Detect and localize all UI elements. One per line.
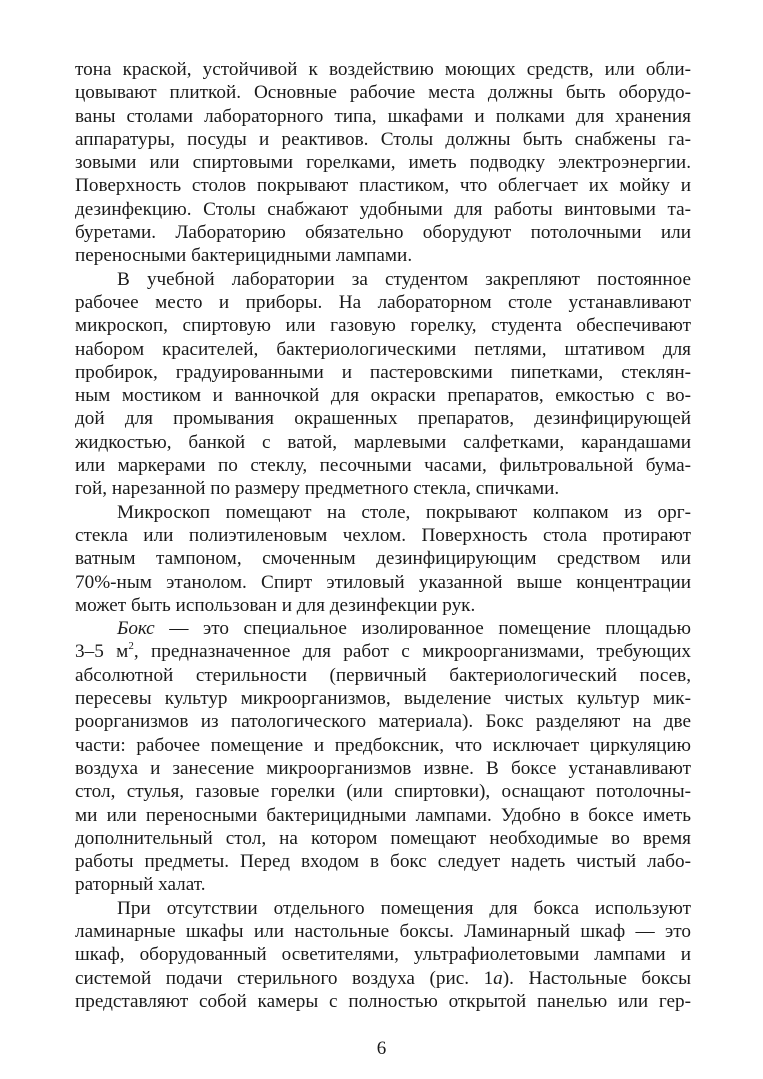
text-line: части: рабочее помещение и предбоксник, что исключает циркуляцию bbox=[75, 734, 691, 756]
text-line: пересевы культур микроорганизмов, выделение чистых культур мик- bbox=[75, 688, 691, 710]
text-segment: , предназначенное для работ с микроорганизмами, требующих bbox=[133, 641, 691, 663]
text-line bbox=[75, 617, 691, 640]
text-line: или маркерами по стеклу, песочными часами, фильтровальной бума- bbox=[75, 455, 691, 477]
paragraph bbox=[75, 58, 691, 268]
text-line bbox=[75, 967, 691, 990]
text-line: роорганизмов из патологического материала). Бокс разделяют на две bbox=[75, 711, 691, 733]
text-line: жидкостью, банкой с ватой, марлевыми салфетками, карандашами bbox=[75, 431, 691, 453]
text-line: тона краской, устойчивой к воздействию моющих средств, или обли- bbox=[75, 59, 691, 80]
text-line: Поверхность столов покрывают пластиком, что облегчает их мойку и bbox=[75, 175, 691, 197]
text-line: ным мостиком и ванночкой для окраски препаратов, емкостью с во- bbox=[75, 385, 691, 407]
text-line: В учебной лаборатории за студентом закрепляют постоянное bbox=[117, 268, 691, 290]
paragraph bbox=[75, 617, 691, 897]
text-line: ватным тампоном, смоченным дезинфицирующим средством или bbox=[75, 548, 691, 570]
italic-text: Бокс bbox=[117, 618, 155, 640]
text-line: может быть использован и для дезинфекции рук. bbox=[75, 594, 476, 616]
text-line: переносными бактерицидными лампами. bbox=[75, 245, 413, 267]
text-line: дой для промывания окрашенных препаратов, дезинфицирующей bbox=[75, 408, 691, 430]
text-line: Микроскоп помещают на столе, покрывают колпаком из орг- bbox=[117, 501, 691, 523]
paragraph bbox=[75, 501, 691, 617]
text-segment: системой подачи стерильного воздуха (рис. 1 bbox=[75, 967, 494, 989]
text-line: дезинфекцию. Столы снабжают удобными для работы винтовыми та- bbox=[75, 198, 691, 220]
text-line: абсолютной стерильности (первичный бактериологический посев, bbox=[75, 664, 691, 686]
text-line: дополнительный стол, на котором помещают необходимые во время bbox=[75, 827, 691, 849]
text-line: работы предметы. Перед входом в бокс следует надеть чистый лабо- bbox=[75, 851, 691, 873]
text-line: буретами. Лабораторию обязательно оборудуют потолочными или bbox=[75, 222, 691, 244]
text-line: стол, стулья, газовые горелки (или спиртовки), оснащают потолочны- bbox=[75, 781, 691, 803]
text-line: представляют собой камеры с полностью открытой панелью или гер- bbox=[75, 990, 691, 1012]
text-line: микроскоп, спиртовую или газовую горелку, студента обеспечивают bbox=[75, 315, 691, 337]
text-line: стекла или полиэтиленовым чехлом. Поверхность стола протирают bbox=[75, 524, 691, 546]
text-line: зовыми или спиртовыми горелками, иметь подводку электроэнергии. bbox=[75, 152, 691, 174]
text-line: аппаратуры, посуды и реактивов. Столы должны быть снабжены га- bbox=[75, 128, 691, 150]
text-line: гой, нарезанной по размеру предметного стекла, спичками. bbox=[75, 478, 560, 500]
paragraph bbox=[75, 897, 691, 1013]
text-line: При отсутствии отдельного помещения для бокса используют bbox=[117, 897, 691, 919]
italic-text: а bbox=[493, 967, 503, 989]
paragraph bbox=[75, 268, 691, 501]
text-line: пробирок, градуированными и пастеровскими пипетками, стеклян- bbox=[75, 361, 691, 383]
body-text bbox=[75, 58, 691, 1013]
text-line: ваны столами лабораторного типа, шкафами и полками для хранения bbox=[75, 105, 691, 127]
text-line: раторный халат. bbox=[75, 874, 206, 896]
text-line: 70%-ным этанолом. Спирт этиловый указанной выше концентрации bbox=[75, 571, 691, 593]
text-line: ми или переносными бактерицидными лампами. Удобно в боксе иметь bbox=[75, 804, 691, 826]
text-line: рабочее место и приборы. На лабораторном столе устанавливают bbox=[75, 291, 691, 313]
text-line: воздуха и занесение микроорганизмов извне. В боксе устанавливают bbox=[75, 757, 691, 779]
text-segment: ). Настольные боксы bbox=[502, 967, 691, 989]
text-line: цовывают плиткой. Основные рабочие места должны быть оборудо- bbox=[75, 82, 691, 104]
text-segment: — это специальное изолированное помещение площадью bbox=[154, 618, 691, 640]
text-line: ламинарные шкафы или настольные боксы. Ламинарный шкаф — это bbox=[75, 920, 691, 942]
superscript: 2 bbox=[128, 640, 134, 653]
text-segment: 3–5 м bbox=[75, 641, 129, 663]
text-line bbox=[75, 640, 691, 663]
page-number: 6 bbox=[376, 1038, 387, 1059]
text-line: шкаф, оборудованный осветителями, ультрафиолетовыми лампами и bbox=[75, 944, 691, 966]
text-line: набором красителей, бактериологическими петлями, штативом для bbox=[75, 338, 691, 360]
